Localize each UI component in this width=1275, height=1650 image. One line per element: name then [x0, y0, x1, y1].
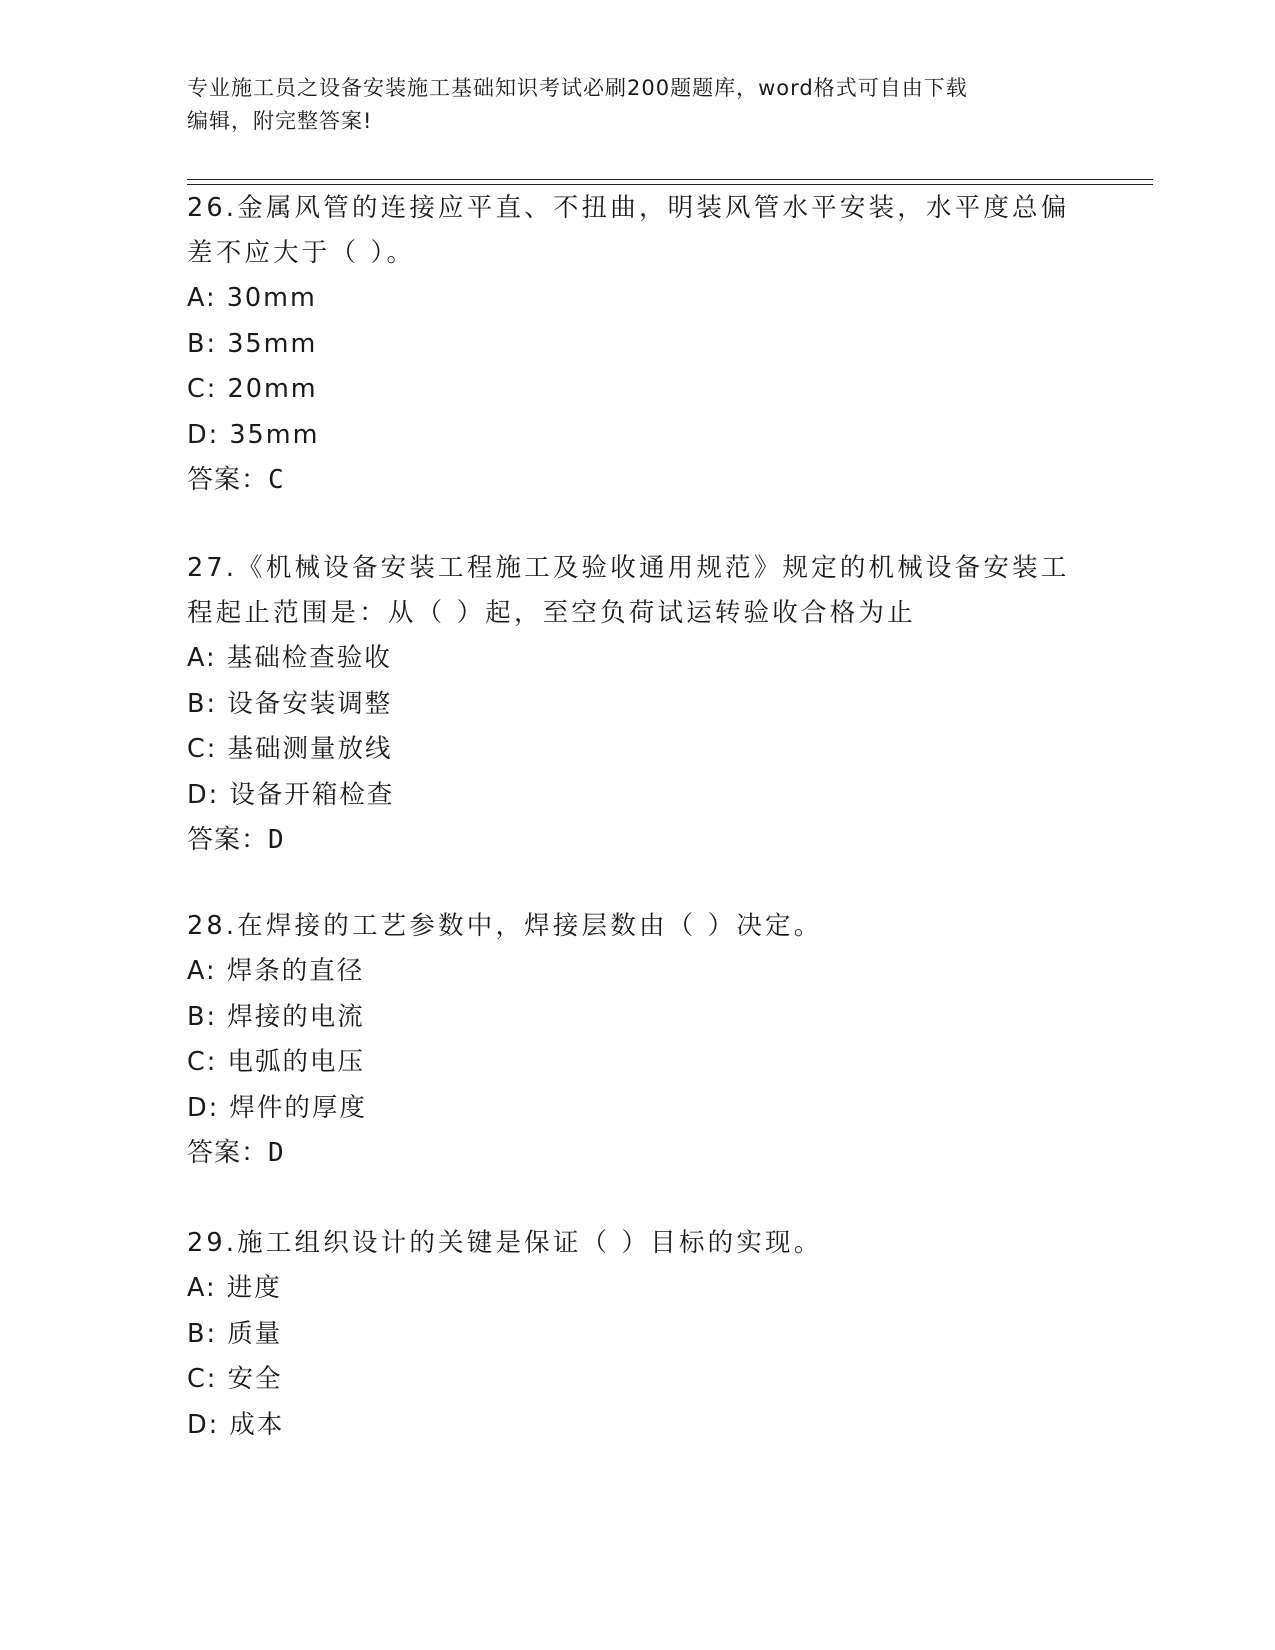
header-line-1: 专业施工员之设备安装施工基础知识考试必刷200题题库，word格式可自由下载	[187, 76, 968, 100]
answer-label: 答案：	[187, 1138, 269, 1168]
option-c: C: 20mm	[187, 374, 318, 404]
question-stem-line: 差不应大于（ ）。	[187, 238, 416, 268]
option-b: B: 35mm	[187, 328, 318, 359]
option-d: D: 35mm	[187, 419, 320, 450]
question-stem-line: 28.在焊接的工艺参数中，焊接层数由（ ）决定。	[187, 911, 823, 941]
question-stem-line: 27.《机械设备安装工程施工及验收通用规范》规定的机械设备安装工	[187, 553, 1070, 583]
answer-value: D	[268, 1138, 285, 1168]
option-b: B: 设备安装调整	[187, 688, 393, 719]
question-stem-line: 程起止范围是：从（ ）起，至空负荷试运转验收合格为止	[187, 598, 916, 628]
option-d: D: 成本	[187, 1409, 285, 1440]
question-28	[187, 904, 1087, 1176]
answer-label: 答案：	[187, 465, 269, 495]
option-a: A: 30mm	[187, 283, 317, 313]
option-d: D: 焊件的厚度	[187, 1092, 367, 1123]
option-c: C: 电弧的电压	[187, 1047, 366, 1077]
answer-value: D	[268, 825, 285, 855]
option-c: C: 基础测量放线	[187, 734, 393, 764]
answer	[187, 458, 1087, 503]
question-29	[187, 1221, 1087, 1448]
option-a: A: 焊条的直径	[187, 956, 365, 986]
question-stem-line: 26.金属风管的连接应平直、不扭曲，明装风管水平安装，水平度总偏	[187, 193, 1070, 223]
header-rule-top	[187, 179, 1153, 180]
question-26	[187, 186, 1087, 503]
option-a: A: 基础检查验收	[187, 643, 392, 673]
document-header	[187, 72, 1067, 138]
option-b: B: 焊接的电流	[187, 1001, 365, 1032]
answer	[187, 818, 1087, 863]
option-d: D: 设备开箱检查	[187, 779, 395, 810]
answer-label: 答案：	[187, 825, 269, 855]
question-27	[187, 546, 1087, 863]
header-line-2: 编辑，附完整答案!	[187, 109, 373, 133]
answer-value: C	[268, 465, 285, 495]
header-rule-bottom	[187, 184, 1153, 185]
option-b: B: 质量	[187, 1318, 283, 1349]
option-a: A: 进度	[187, 1273, 282, 1303]
answer	[187, 1131, 1087, 1176]
question-stem-line: 29.施工组织设计的关键是保证（ ）目标的实现。	[187, 1228, 823, 1258]
option-c: C: 安全	[187, 1364, 283, 1394]
